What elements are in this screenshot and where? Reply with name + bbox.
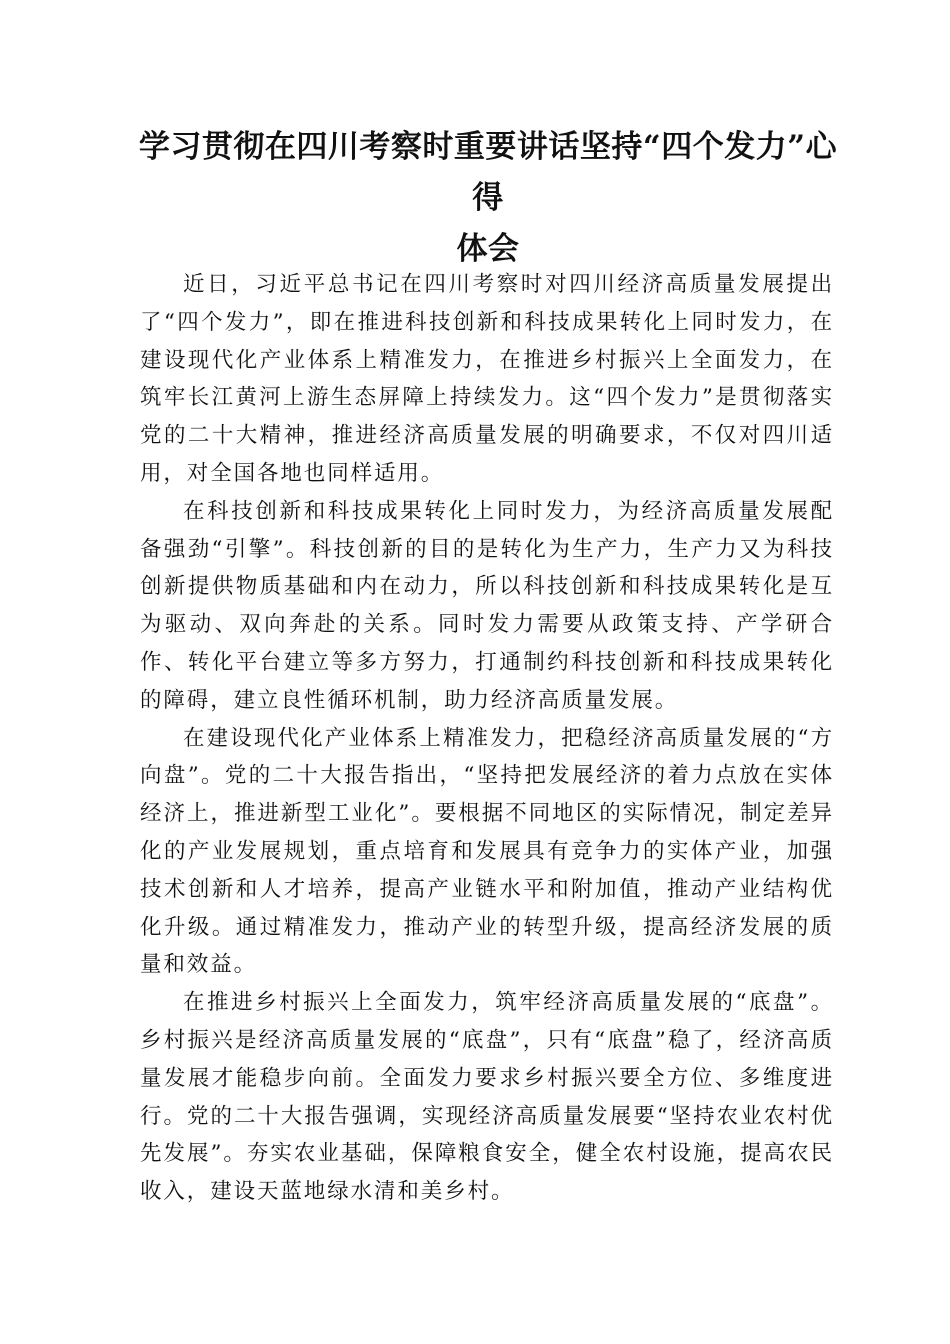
- paragraph-industry-system: 在建设现代化产业体系上精准发力，把稳经济高质量发展的“方向盘”。党的二十大报告指出，“坚持把发展经济的着力点放在实体经济上，推进新型工业化”。要根据不同地区的实际情况，制定差异化的产业发展规划，重点培育和发展具有竞争力的实体产业，加强技术创新和人才培养，提高产业链水平和附加值，推动产业结构优化升级。通过精准发力，推动产业的转型升级，提高经济发展的质量和效益。: [140, 725, 834, 978]
- paragraph-intro: 近日，习近平总书记在四川考察时对四川经济高质量发展提出了“四个发力”，即在推进科技创新和科技成果转化上同时发力，在建设现代化产业体系上精准发力，在推进乡村振兴上全面发力，在筑牢长江黄河上游生态屏障上持续发力。这“四个发力”是贯彻落实党的二十大精神，推进经济高质量发展的明确要求，不仅对四川适用，对全国各地也同样适用。: [140, 272, 834, 486]
- document-title: [138, 122, 838, 275]
- paragraph-rural-revitalization: 在推进乡村振兴上全面发力，筑牢经济高质量发展的“底盘”。乡村振兴是经济高质量发展的“底盘”，只有“底盘”稳了，经济高质量发展才能稳步向前。全面发力要求乡村振兴要全方位、多维度进行。党的二十大报告强调，实现经济高质量发展要“坚持农业农村优先发展”。夯实农业基础，保障粮食安全，健全农村设施，提高农民收入，建设天蓝地绿水清和美乡村。: [140, 990, 834, 1205]
- title-line-2: 体会: [456, 231, 520, 267]
- document-body: [140, 266, 834, 1211]
- title-line-1: 学习贯彻在四川考察时重要讲话坚持“四个发力”心得: [138, 129, 838, 216]
- paragraph-tech-innovation: 在科技创新和科技成果转化上同时发力，为经济高质量发展配备强劲“引擎”。科技创新的目的是转化为生产力，生产力又为科技创新提供物质基础和内在动力，所以科技创新和科技成果转化是互为驱动、双向奔赴的关系。同时发力需要从政策支持、产学研合作、转化平台建立等多方努力，打通制约科技创新和科技成果转化的障碍，建立良性循环机制，助力经济高质量发展。: [140, 498, 834, 713]
